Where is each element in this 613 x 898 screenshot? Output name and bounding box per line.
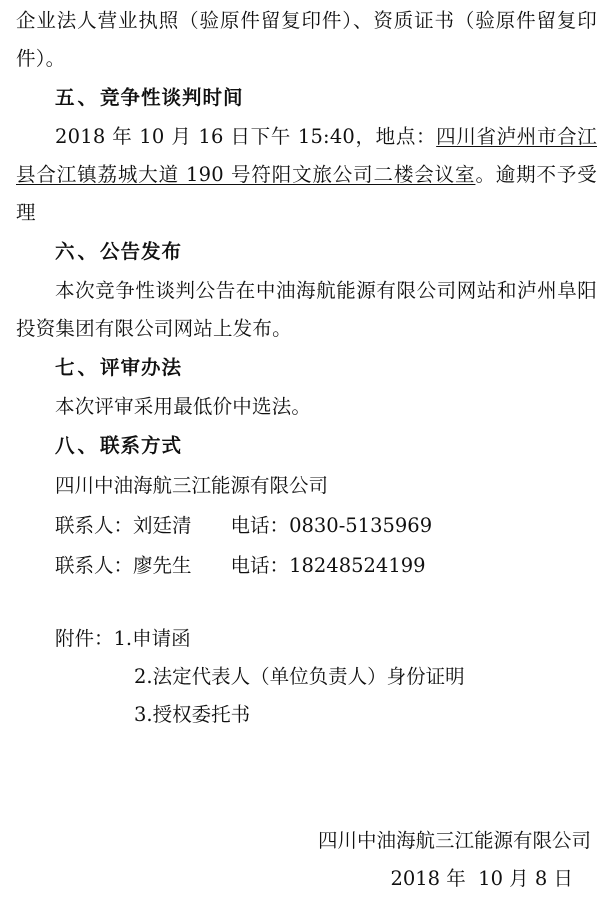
section-title-6: 公告发布 (100, 240, 183, 263)
contact-row-1 (16, 506, 597, 546)
section-number-5: 五、 (55, 86, 101, 109)
contact-row-2 (16, 546, 597, 586)
spacer-before-signature (16, 734, 597, 822)
negotiation-time-prefix: 2018 年 10 月 16 日下午 15:40，地点： (55, 125, 437, 148)
attachments-label: 附件： (55, 627, 114, 650)
section-heading-7 (16, 348, 597, 388)
section-number-8: 八、 (55, 434, 101, 457)
contact-name-1: 刘廷清 (133, 514, 192, 537)
section-heading-6 (16, 232, 597, 272)
spacer-before-attachments (16, 586, 597, 620)
signature-company: 四川中油海航三江能源有限公司 (317, 829, 591, 852)
phone-number-2: 18248524199 (289, 554, 426, 577)
attachments-first-line (16, 620, 597, 658)
top-paragraph: 企业法人营业执照（验原件留复印件）、资质证书（验原件留复印件）。 (16, 9, 597, 70)
section-body-6: 本次竞争性谈判公告在中油海航能源有限公司网站和泸州阜阳投资集团有限公司网站上发布。 (16, 279, 597, 340)
section-number-7: 七、 (55, 356, 101, 379)
phone-label-1: 电话： (230, 514, 290, 537)
contact-company: 四川中油海航三江能源有限公司 (55, 474, 329, 497)
section-title-8: 联系方式 (100, 434, 183, 457)
signature-date: 2018 年 10 月 8 日 (390, 867, 573, 890)
contact-label-2: 联系人： (55, 554, 134, 577)
attachment-item-1: 1.申请函 (113, 627, 191, 650)
phone-number-1: 0830-5135969 (289, 514, 433, 537)
section-title-5: 竞争性谈判时间 (100, 86, 244, 109)
section-number-6: 六、 (55, 240, 101, 263)
phone-label-2: 电话： (230, 554, 290, 577)
section-heading-5 (16, 78, 597, 118)
contact-name-2: 廖先生 (133, 554, 192, 577)
section-title-7: 评审办法 (100, 356, 183, 379)
negotiation-time-suffix: 。逾期不予受理 (16, 163, 598, 224)
negotiation-location: 四川省泸州市合江县合江镇荔城大道 190 号符阳文旅公司二楼会议室 (16, 125, 597, 186)
section-body-5 (16, 118, 597, 232)
section-heading-8 (16, 426, 597, 466)
attachment-item-3-row: 3.授权委托书 (134, 703, 251, 726)
contact-gap-2 (192, 554, 231, 577)
contact-gap-1 (192, 514, 231, 537)
contact-label-1: 联系人： (55, 514, 134, 537)
attachment-item-2-row: 2.法定代表人（单位负责人）身份证明 (134, 665, 465, 688)
section-body-7: 本次评审采用最低价中选法。 (55, 395, 312, 418)
